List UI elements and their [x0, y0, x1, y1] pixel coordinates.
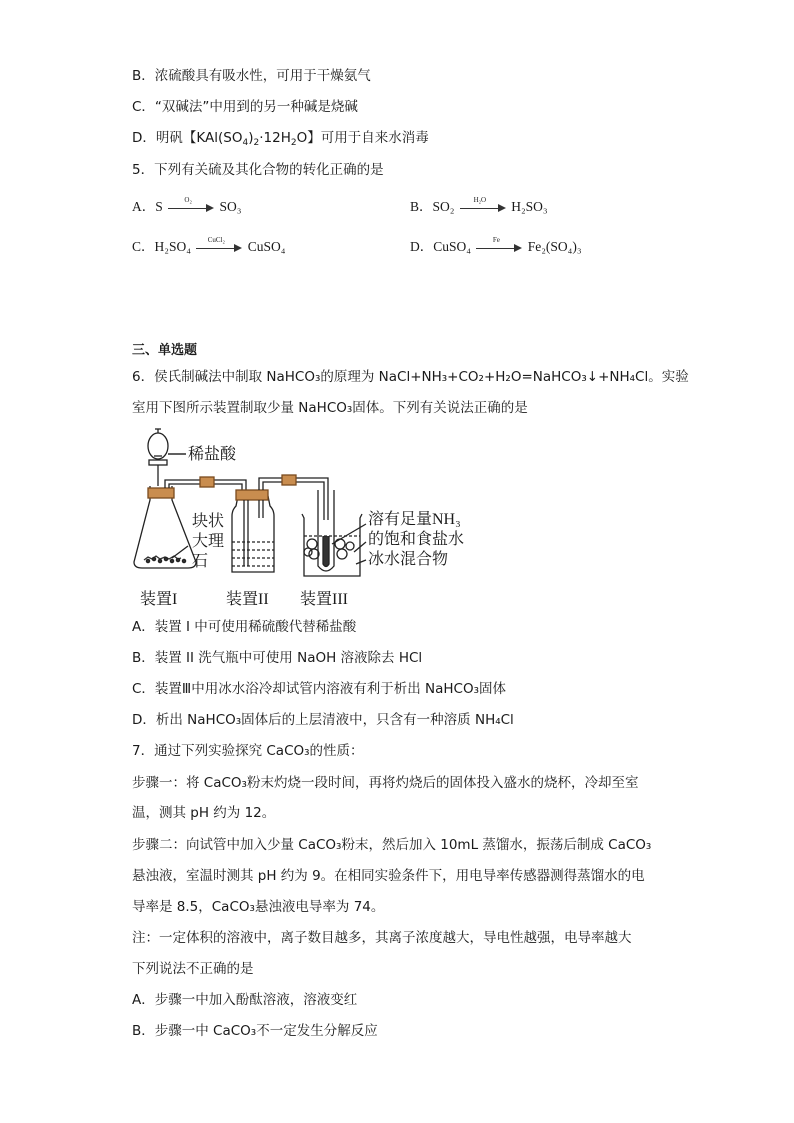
q7-option-b: B．步骤一中 CaCO₃不一定发生分解反应 [132, 1023, 378, 1039]
q4-option-d-text-3: ·12H [259, 130, 291, 146]
q4-option-b: B．浓硫酸具有吸水性，可用于干燥氨气 [132, 68, 371, 84]
q7-step2-line-1: 步骤二：向试管中加入少量 CaCO₃粉末，然后加入 10mL 蒸馏水，振荡后制成 CaCO₃ [132, 837, 652, 853]
label-marble-3: 石 [192, 553, 209, 570]
label-device-1: 装置I [140, 591, 178, 608]
reaction-arrow-icon [196, 235, 242, 255]
beaker-icon [302, 514, 362, 576]
label-saturated-brine: 的饱和食盐水 [368, 531, 465, 548]
q6-option-b: B．装置 II 洗气瓶中可使用 NaOH 溶液除去 HCl [132, 650, 423, 666]
label-nh3-solution: 溶有足量NH₃ [368, 511, 461, 528]
q6-stem-line-2: 室用下图所示装置制取少量 NaHCO₃固体。下列有关说法正确的是 [132, 400, 528, 416]
q5-c-reactant: C．H₂SO₄ [132, 239, 191, 254]
q5-b-product: H₂SO₃ [511, 199, 548, 214]
reaction-arrow-icon [476, 235, 522, 255]
q7-step2-line-2: 悬浊液，室温时测其 pH 约为 9。在相同实验条件下，用电导率传感器测得蒸馏水的电 [132, 868, 645, 884]
q7-stem: 7．通过下列实验探究 CaCO₃的性质： [132, 743, 364, 759]
label-device-2: 装置II [226, 591, 269, 608]
q7-step2-line-3: 导率是 8.5，CaCO₃悬浊液电导率为 74。 [132, 899, 385, 915]
q5-a-condition: O₂ [184, 195, 192, 204]
q5-b-reactant: B．SO₂ [410, 199, 455, 214]
q5-d-product: Fe₂(SO₄)₃ [527, 239, 582, 254]
q4-option-d: D．明矾【$KAl(SO_4)_2\cdot 12H_2O$】可用于自来水消毒 [132, 130, 429, 148]
label-ice-water: 冰水混合物 [368, 551, 449, 568]
gas-washing-bottle-icon [232, 496, 274, 572]
q4-option-d-text-1: D．明矾【KAl(SO [132, 130, 243, 146]
q7-step1-line-1: 步骤一：将 CaCO₃粉末灼烧一段时间，再将灼烧后的固体投入盛水的烧杯，冷却至室 [132, 775, 639, 791]
q5-a-product: SO₃ [219, 199, 242, 214]
q5-c-product: CuSO₄ [247, 239, 286, 254]
q6-option-a: A．装置 I 中可使用稀硫酸代替稀盐酸 [132, 619, 357, 635]
q5-a-reactant: A．S [132, 199, 163, 214]
q5-option-c [132, 235, 286, 256]
q7-ask: 下列说法不正确的是 [132, 961, 254, 977]
q6-option-d: D．析出 NaHCO₃固体后的上层清液中，只含有一种溶质 NH₄Cl [132, 712, 514, 728]
q5-option-b [410, 195, 548, 216]
label-dilute-hcl: 稀盐酸 [188, 446, 237, 463]
reaction-arrow-icon [460, 195, 506, 215]
q4-option-d-text-4: O】可用于自来水消毒 [296, 130, 429, 146]
q5-c-condition: CuCl₂ [207, 235, 225, 244]
section-heading: 三、单选题 [132, 343, 198, 358]
reaction-arrow-icon [168, 195, 214, 215]
separatory-funnel-icon [148, 433, 168, 459]
q5-stem: 5．下列有关硫及其化合物的转化正确的是 [132, 162, 384, 178]
q4-option-d-text-2: ) [248, 130, 254, 146]
label-marble-1: 块状 [192, 513, 225, 530]
q5-option-a [132, 195, 242, 216]
q7-option-a: A．步骤一中加入酚酞溶液，溶液变红 [132, 992, 358, 1008]
q5-d-condition: Fe [492, 235, 500, 244]
label-device-3: 装置III [300, 591, 348, 608]
q6-stem-line-1: 6．侯氏制碱法中制取 NaHCO₃的原理为 NaCl+NH₃+CO₂+H₂O=NaHCO₃↓+NH₄Cl。实验 [132, 369, 689, 385]
q7-note: 注：一定体积的溶液中，离子数目越多，其离子浓度越大，导电性越强，电导率越大 [132, 930, 632, 946]
q5-option-d [410, 235, 582, 256]
label-marble-2: 大理 [192, 533, 225, 550]
apparatus-diagram [132, 426, 482, 612]
q5-b-condition: H₂O [473, 195, 487, 204]
q4-option-c: C．“双碱法”中用到的另一种碱是烧碱 [132, 99, 358, 115]
q6-option-c: C．装置Ⅲ中用冰水浴冷却试管内溶液有利于析出 NaHCO₃固体 [132, 681, 507, 697]
q5-d-reactant: D．CuSO₄ [410, 239, 471, 254]
q7-step1-line-2: 温，测其 pH 约为 12。 [132, 805, 276, 821]
